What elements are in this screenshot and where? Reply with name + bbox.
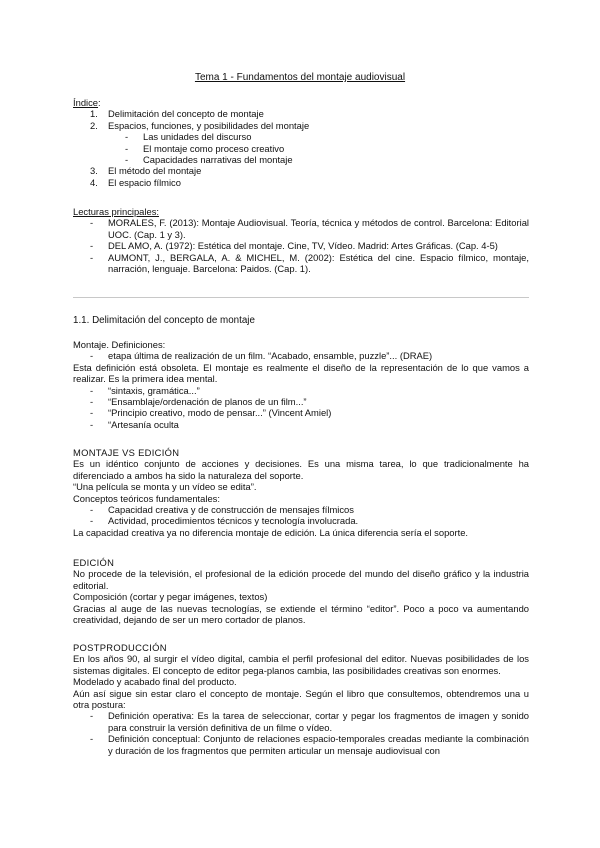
index-heading-colon: : [98,97,101,108]
dash-bullet: - [125,142,129,154]
dash-bullet: - [125,154,129,166]
index-item-number: 2. [90,119,98,131]
definition-item [73,396,529,407]
dash-bullet: - [90,504,94,516]
dash-bullet: - [90,733,94,745]
postproduccion-section [73,642,529,756]
index-section [73,97,529,188]
index-subitem [73,154,529,165]
definition-type-item [73,710,529,733]
definition-type-item [73,733,529,756]
definition-item [73,350,529,361]
paragraph: Composición (cortar y pegar imágenes, textos) [73,591,268,603]
index-subitem-text: El montaje como proceso creativo [143,142,285,154]
definitions-paragraph: Esta definición está obsoleta. El montaje es realmente el diseño de la representación de lo que vamos a realizar. Es la primera idea mental. [73,361,529,385]
document-title: Tema 1 - Fundamentos del montaje audiovisual [194,72,406,83]
subsection-title: MONTAJE VS EDICIÓN [73,447,180,458]
index-item-number: 4. [90,176,98,188]
reading-text: DEL AMO, A. (1972): Estética del montaje. Cine, TV, Vídeo. Madrid: Artes Gráficas. (Cap. 4-5) [108,240,498,252]
section-divider [73,297,529,298]
concept-text: Actividad, procedimientos técnicos y tecnología involucrada. [108,515,359,527]
definition-text: “sintaxis, gramática...” [108,384,200,396]
definitions-intro: Montaje. Definiciones: [73,339,166,350]
dash-bullet: - [90,384,94,396]
readings-heading: Lecturas principales: [73,206,159,217]
dash-bullet: - [90,407,94,419]
definitions-section [73,339,529,430]
dash-bullet: - [90,396,94,408]
index-item [73,165,529,176]
index-heading: Índice [73,97,99,108]
paragraph: No procede de la televisión, el profesional de la edición procede del mundo del diseño gráfico y la industria editorial. [73,568,529,591]
dash-bullet: - [90,217,94,229]
reading-item [73,217,529,240]
subsection-title: EDICIÓN [73,557,115,568]
subsection-title: POSTPRODUCCIÓN [73,642,167,653]
definition-item [73,407,529,418]
definition-type-text: Definición operativa: Es la tarea de seleccionar, cortar y pegar los fragmentos de imagen y sonido para construir la versión definitiva de un filme o vídeo. [108,710,529,733]
index-subitem-text: Capacidades narrativas del montaje [143,154,293,166]
definition-type-text: Definición conceptual: Conjunto de relaciones espacio-temporales creadas mediante la combinación y duración de los fragmentos que permiten articular un mensaje audiovisual con [108,733,529,756]
definition-item [73,419,529,430]
index-item [73,177,529,188]
paragraph: Modelado y acabado final del producto. [73,676,237,688]
dash-bullet: - [90,240,94,252]
index-item-text: Delimitación del concepto de montaje [108,108,264,120]
paragraph: La capacidad creativa ya no diferencia montaje de edición. La única diferencia sería el soporte. [73,526,469,538]
index-item-number: 3. [90,165,98,177]
paragraph: Es un idéntico conjunto de acciones y decisiones. Es una misma tarea, lo que tradicionalmente ha diferenciado a ambos ha sido la naturaleza del soporte. [73,458,529,481]
readings-section [73,206,529,274]
index-subitem-text: Las unidades del discurso [143,131,252,143]
index-subitem [73,131,529,142]
dash-bullet: - [90,251,94,263]
concept-item [73,504,529,515]
edicion-section [73,557,529,625]
concept-item [73,515,529,526]
index-item-text: Espacios, funciones, y posibilidades del montaje [108,119,310,131]
definition-text: “Ensamblaje/ordenación de planos de un film...” [108,396,307,408]
index-subitem [73,143,529,154]
paragraph: Conceptos teóricos fundamentales: [73,492,220,504]
concept-text: Capacidad creativa y de construcción de mensajes fílmicos [108,504,354,516]
paragraph: Aún así sigue sin estar claro el concepto de montaje. Según el libro que consultemos, obtendremos una u otra postura: [73,687,529,711]
index-item [73,120,529,131]
montaje-vs-edicion-section [73,447,529,538]
index-item-text: El espacio fílmico [108,176,181,188]
definition-item [73,385,529,396]
dash-bullet: - [90,515,94,527]
index-heading-line [73,97,529,108]
definition-text: “Artesanía oculta [108,418,179,430]
definition-text: etapa última de realización de un film. “Acabado, ensamble, puzzle”... (DRAE) [108,350,433,362]
quote: “Una película se monta y un vídeo se edita”. [73,481,257,493]
index-item [73,108,529,119]
reading-text: AUMONT, J., BERGALA, A. & MICHEL, M. (2002): Estética del cine. Espacio fílmico, montaje, narración, lenguaje. Barcelona: Paidos. (Cap. 1). [108,251,529,275]
dash-bullet: - [125,131,129,143]
paragraph: Gracias al auge de las nuevas tecnologías, se extiende el término “editor”. Poco a poco va aumentando creatividad, dejando de ser un mero cortador de planos. [73,602,529,626]
index-item-text: El método del montaje [108,165,202,177]
reading-item [73,240,529,251]
reading-item [73,252,529,275]
paragraph: En los años 90, al surgir el vídeo digital, cambia el perfil profesional del editor. Nuevas posibilidades de los sistemas digitales. El concepto de editor pega-planos cambia, las posibilidades creativas son enormes. [73,653,529,676]
section-title: 1.1. Delimitación del concepto de montaje [73,315,255,326]
dash-bullet: - [90,418,94,430]
dash-bullet: - [90,710,94,722]
reading-text: MORALES, F. (2013): Montaje Audiovisual. Teoría, técnica y métodos de control. Barcelona: Editorial UOC. (Cap. 1 y 3). [108,217,529,240]
dash-bullet: - [90,350,94,362]
index-item-number: 1. [90,108,98,120]
definition-text: “Principio creativo, modo de pensar...” (Vincent Amiel) [108,407,332,419]
